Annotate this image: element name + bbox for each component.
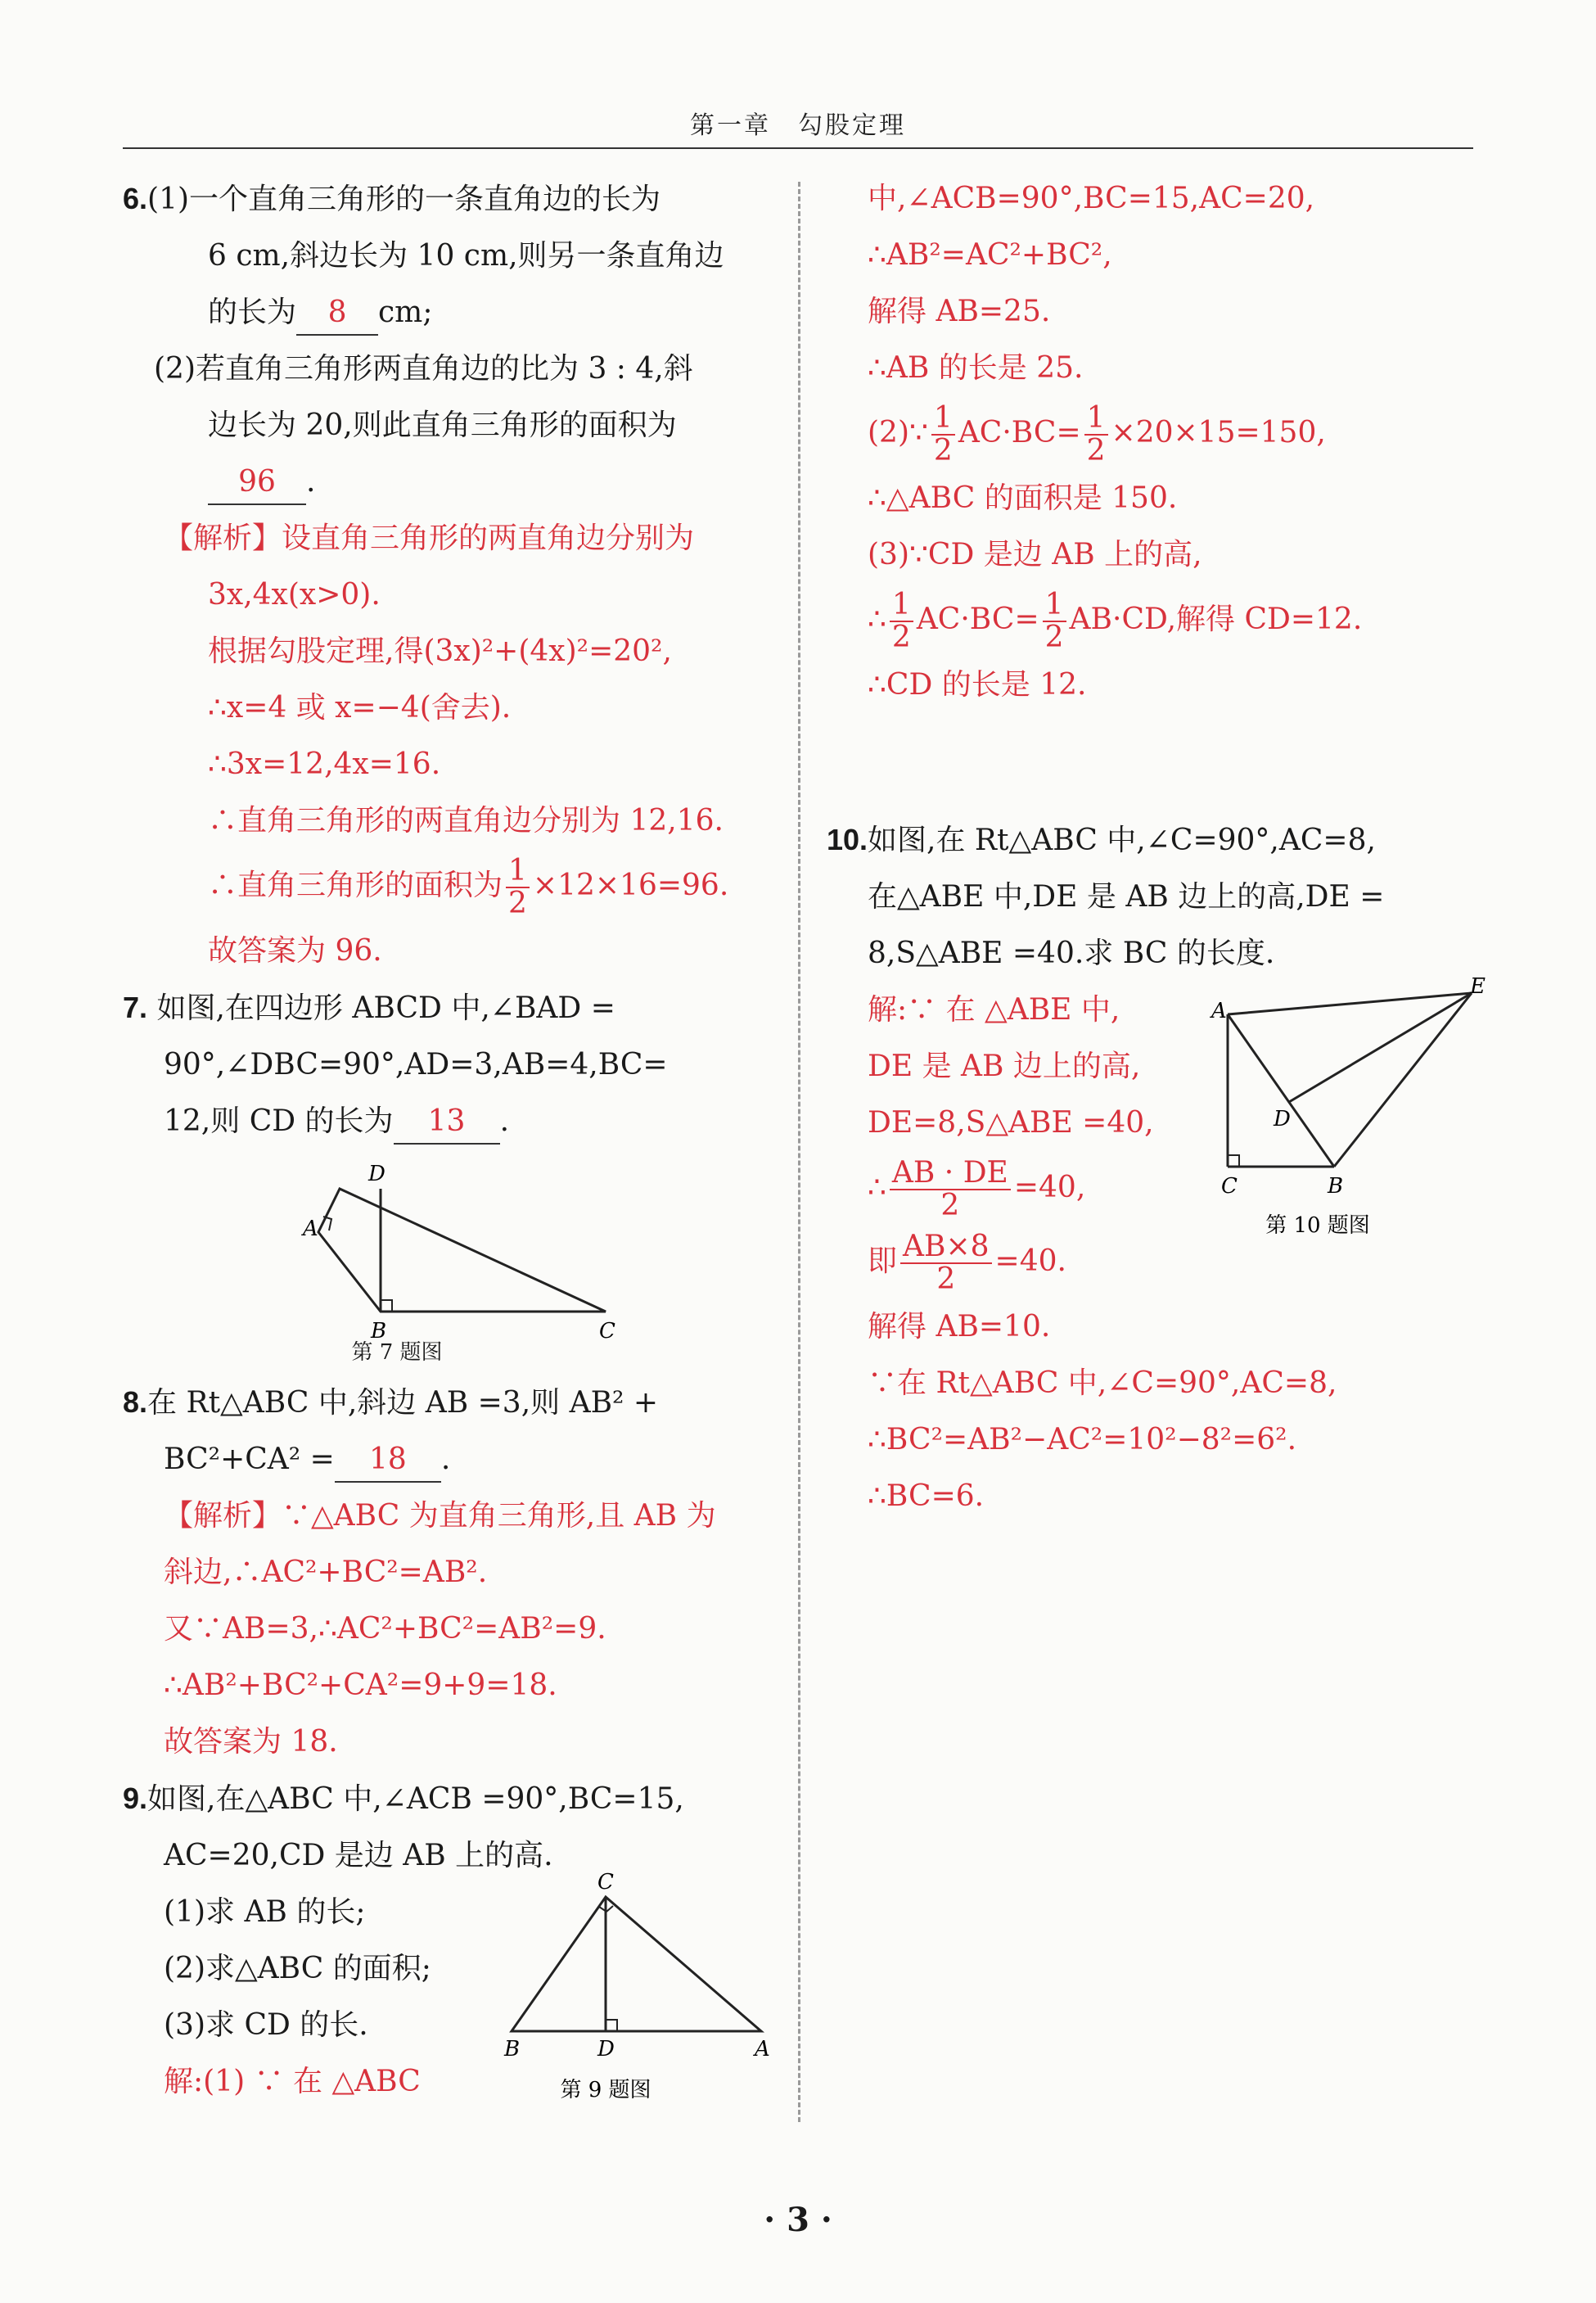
q9-caption: 第 9 题图: [560, 2078, 651, 2102]
q6-part1-unit: cm;: [378, 296, 433, 329]
fraction-numerator: 1: [931, 403, 955, 436]
q7-caption: 第 7 题图: [351, 1340, 443, 1365]
q10-solution-line: ∵在 Rt△ABC 中,∠C=90°,AC=8,: [868, 1366, 1337, 1400]
fraction-denominator: 2: [891, 621, 911, 654]
q9-solution-line: ∴AB²=AC²+BC²,: [868, 238, 1112, 272]
q9-solution-line: 解得 AB=25.: [868, 295, 1051, 328]
q10-solution-line: 解得 AB=10.: [868, 1310, 1051, 1343]
q9-part3-line-2: [827, 583, 1481, 657]
q9-sub-1: (1)求 AB 的长;: [164, 1895, 366, 1929]
fraction: [931, 403, 955, 467]
q7-line-1: [123, 979, 769, 1036]
q8-solution-line: 又∵AB=3,∴AC²+BC²=AB²=9.: [164, 1612, 606, 1646]
q8-prefix: BC²+CA² =: [164, 1443, 335, 1476]
q10-number: 10.: [827, 823, 868, 856]
q6-part2-line-2: 边长为 20,则此直角三角形的面积为: [208, 409, 677, 442]
q10-solution-line: ∴BC²=AB²−AC²=10²−8²=6².: [868, 1423, 1297, 1456]
q9-area-line: ∴△ABC 的面积是 150.: [868, 481, 1178, 515]
q10-figure: [1211, 974, 1490, 1244]
q10-f1-prefix: ∴: [868, 1171, 886, 1204]
q9-label-b: B: [504, 2037, 521, 2061]
q10-line-1: [827, 811, 1481, 869]
right-column: [827, 170, 1486, 1524]
q10-f1-suffix: =40,: [1013, 1171, 1086, 1204]
q9-part2-suffix: ×20×15=150,: [1111, 416, 1326, 449]
q9-part3-mid: AC·BC=: [916, 603, 1039, 636]
q9-line-2: AC=20,CD 是边 AB 上的高.: [164, 1839, 553, 1872]
q10-solution-line: DE 是 AB 边上的高,: [868, 1050, 1141, 1083]
q7-label-c: C: [599, 1319, 615, 1343]
header-rule: [123, 147, 1473, 149]
fraction-numerator: AB · DE: [890, 1158, 1011, 1190]
q6-solution-line: 3x,4x(x>0).: [208, 578, 381, 612]
q8-solution-line: 故答案为 18.: [164, 1725, 338, 1759]
q7-answer: 13: [394, 1100, 500, 1145]
q10-label-e: E: [1470, 974, 1486, 999]
column-divider: [798, 182, 800, 2122]
q9-sub-3: (3)求 CD 的长.: [164, 2008, 368, 2042]
q6-area-line: [123, 849, 769, 923]
q10-block: [827, 974, 1486, 1524]
q8-line-1: [123, 1374, 769, 1431]
q8-text: 在 Rt△ABC 中,斜边 AB =3,则 AB² +: [147, 1386, 659, 1420]
q10-f2-prefix: 即: [868, 1244, 898, 1278]
q9-number: 9.: [123, 1781, 148, 1815]
q9-solution-start: 解:(1) ∵ 在 △ABC: [164, 2065, 421, 2098]
q10-text: 如图,在 Rt△ABC 中,∠C=90°,AC=8,: [868, 824, 1376, 857]
q6-line-1: [123, 170, 769, 228]
q10-label-c: C: [1221, 1174, 1238, 1199]
q6-solution-line: ∴x=4 或 x=−4(舍去).: [208, 691, 512, 725]
q7-label-d: D: [368, 1162, 385, 1186]
q6-part2-answer: 96: [208, 461, 306, 505]
fraction: [1043, 589, 1066, 653]
chapter-title: 第一章 勾股定理: [690, 111, 906, 140]
q7-number: 7.: [123, 991, 148, 1024]
q9-label-c: C: [597, 1870, 614, 1894]
q9-solution-line: 中,∠ACB=90°,BC=15,AC=20,: [868, 182, 1315, 215]
q9-figure: [504, 1867, 770, 2102]
q10-label-a: A: [1211, 999, 1227, 1023]
q6-area-prefix: ∴直角三角形的面积为: [208, 869, 503, 902]
q6-part2-period: .: [306, 465, 316, 499]
q7-label-a: A: [303, 1217, 318, 1241]
q6-area-suffix: ×12×16=96.: [532, 869, 729, 902]
q10-solution-line: DE=8,S△ABE =40,: [868, 1106, 1154, 1140]
left-column: [123, 170, 769, 2146]
q6-part1-answer: 8: [296, 291, 378, 336]
fraction-denominator: 2: [1044, 621, 1064, 654]
fraction-numerator: 1: [890, 589, 913, 622]
fraction-denominator: 2: [508, 887, 527, 920]
q6-part2-line-3: [123, 454, 769, 510]
q10-label-b: B: [1328, 1174, 1344, 1199]
q8-solution-line: 斜边,∴AC²+BC²=AB².: [164, 1556, 488, 1589]
q9-final-answer: ∴CD 的长是 12.: [868, 668, 1087, 702]
q9-part3-line-1: (3)∵CD 是边 AB 上的高,: [868, 538, 1202, 571]
q9-label-a: A: [755, 2037, 770, 2061]
q8-solution-line: 【解析】∵△ABC 为直角三角形,且 AB 为: [164, 1499, 716, 1533]
q6-line-2: 6 cm,斜边长为 10 cm,则另一条直角边: [208, 239, 724, 273]
q9-label-d: D: [597, 2037, 615, 2061]
fraction-numerator: AB×8: [900, 1231, 992, 1264]
q10-solution-line: 解:∵ 在 △ABE 中,: [868, 993, 1120, 1027]
q8-line-2: [123, 1431, 769, 1488]
fraction-denominator: 2: [940, 1189, 960, 1222]
q9-part2-line: [827, 396, 1481, 470]
q7-line-2: 90°,∠DBC=90°,AD=3,AB=4,BC=: [164, 1048, 668, 1082]
q9-solution-line: ∴AB 的长是 25.: [868, 351, 1084, 385]
fraction-numerator: 1: [1043, 589, 1066, 622]
fraction: [506, 856, 530, 919]
fraction-denominator: 2: [933, 434, 953, 467]
fraction-denominator: 2: [1086, 434, 1106, 467]
q8-answer: 18: [335, 1438, 441, 1483]
q6-part1-text: (1)一个直角三角形的一条直角边的长为: [147, 183, 661, 216]
fraction-denominator: 2: [936, 1262, 956, 1296]
q7-period: .: [499, 1104, 510, 1138]
q6-final-answer: 故答案为 96.: [208, 934, 382, 968]
q10-solution-line: ∴BC=6.: [868, 1479, 985, 1513]
q7-text: 如图,在四边形 ABCD 中,∠BAD =: [156, 991, 615, 1025]
q8-number: 8.: [123, 1385, 148, 1419]
q10-caption: 第 10 题图: [1265, 1213, 1370, 1238]
q7-prefix: 12,则 CD 的长为: [164, 1104, 394, 1138]
q9-part2-mid: AC·BC=: [958, 416, 1081, 449]
fraction-numerator: 1: [1084, 403, 1108, 436]
q9-part3-prefix: ∴: [868, 603, 886, 636]
q9-part2-prefix: (2)∵: [868, 416, 928, 449]
q8-period: .: [440, 1443, 451, 1476]
q6-number: 6.: [123, 182, 148, 215]
q9-sub-2: (2)求△ABC 的面积;: [164, 1952, 431, 1985]
fraction: [890, 589, 913, 653]
fraction-numerator: 1: [506, 856, 530, 888]
q6-line-3: [123, 284, 769, 341]
q9-text: 如图,在△ABC 中,∠ACB =90°,BC=15,: [147, 1782, 684, 1816]
q10-f2-suffix: =40.: [994, 1244, 1066, 1278]
q8-solution-line: ∴AB²+BC²+CA²=9+9=18.: [164, 1669, 557, 1702]
fraction: [1084, 403, 1108, 467]
q10-line-3: 8,S△ABE =40.求 BC 的长度.: [868, 937, 1275, 970]
fraction: [890, 1158, 1011, 1221]
q9-line-1: [123, 1770, 769, 1827]
q6-part1-prefix: 的长为: [208, 296, 297, 329]
q6-solution-line: 根据勾股定理,得(3x)²+(4x)²=20²,: [208, 634, 672, 668]
q7-label-b: B: [371, 1319, 387, 1343]
q9-block: [123, 1870, 770, 2146]
q6-solution-line: 【解析】设直角三角形的两直角边分别为: [164, 522, 695, 555]
page-number: · 3 ·: [764, 2201, 832, 2239]
fraction: [900, 1231, 992, 1295]
q7-figure: [123, 1156, 769, 1343]
q9-part3-suffix: AB·CD,解得 CD=12.: [1069, 603, 1363, 636]
q6-solution-line: ∴3x=12,4x=16.: [208, 747, 441, 781]
q10-label-d: D: [1274, 1107, 1291, 1131]
q6-part2-line-1: (2)若直角三角形两直角边的比为 3 : 4,斜: [154, 352, 693, 386]
q6-solution-line: ∴直角三角形的两直角边分别为 12,16.: [208, 804, 724, 838]
q10-line-2: 在△ABE 中,DE 是 AB 边上的高,DE =: [868, 880, 1385, 914]
q7-line-3: [123, 1093, 769, 1149]
